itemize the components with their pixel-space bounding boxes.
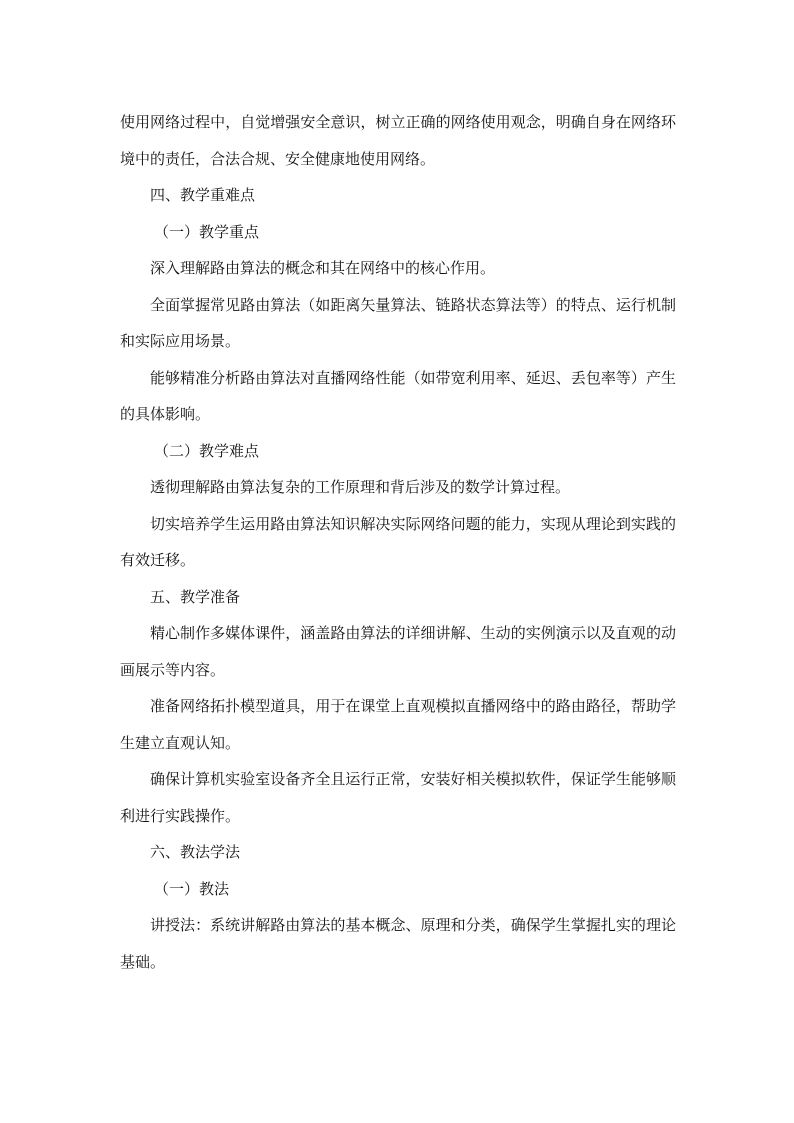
paragraph-focus-1: 深入理解路由算法的概念和其在网络中的核心作用。 (150, 259, 496, 277)
document-body (120, 104, 676, 980)
paragraph-focus-2: 全面掌握常见路由算法（如距离矢量算法、链路状态算法等）的特点、运行机制和实际应用场景。 (120, 295, 676, 350)
paragraph-preparation-2: 准备网络拓扑模型道具，用于在课堂上直观模拟直播网络中的路由路径，帮助学生建立直观认知。 (120, 697, 676, 752)
paragraph-preparation-3: 确保计算机实验室设备齐全且运行正常，安装好相关模拟软件，保证学生能够顺利进行实践操作。 (120, 770, 676, 825)
paragraph-difficulty-1: 透彻理解路由算法复杂的工作原理和背后涉及的数学计算过程。 (150, 478, 571, 496)
subsection-heading-difficulty: （二）教学难点 (154, 441, 260, 460)
paragraph-preparation-1: 精心制作多媒体课件，涵盖路由算法的详细讲解、生动的实例演示以及直观的动画展示等内容。 (120, 624, 676, 679)
subsection-heading-focus: （一）教学重点 (154, 222, 260, 241)
paragraph-focus-3: 能够精准分析路由算法对直播网络性能（如带宽利用率、延迟、丢包率等）产生的具体影响。 (120, 368, 676, 423)
paragraph-difficulty-2: 切实培养学生运用路由算法知识解决实际网络问题的能力，实现从理论到实践的有效迁移。 (120, 514, 676, 569)
section-heading-methods: 六、教法学法 (150, 843, 241, 861)
subsection-heading-teaching-methods: （一）教法 (154, 879, 230, 898)
section-heading-preparation: 五、教学准备 (150, 587, 241, 606)
paragraph-lecture-method: 讲授法：系统讲解路由算法的基本概念、原理和分类，确保学生掌握扎实的理论基础。 (120, 916, 676, 971)
section-heading-key-points: 四、教学重难点 (150, 186, 256, 204)
paragraph-continuation: 使用网络过程中，自觉增强安全意识，树立正确的网络使用观念，明确自身在网络环境中的责任，合法合规、安全健康地使用网络。 (120, 113, 676, 168)
